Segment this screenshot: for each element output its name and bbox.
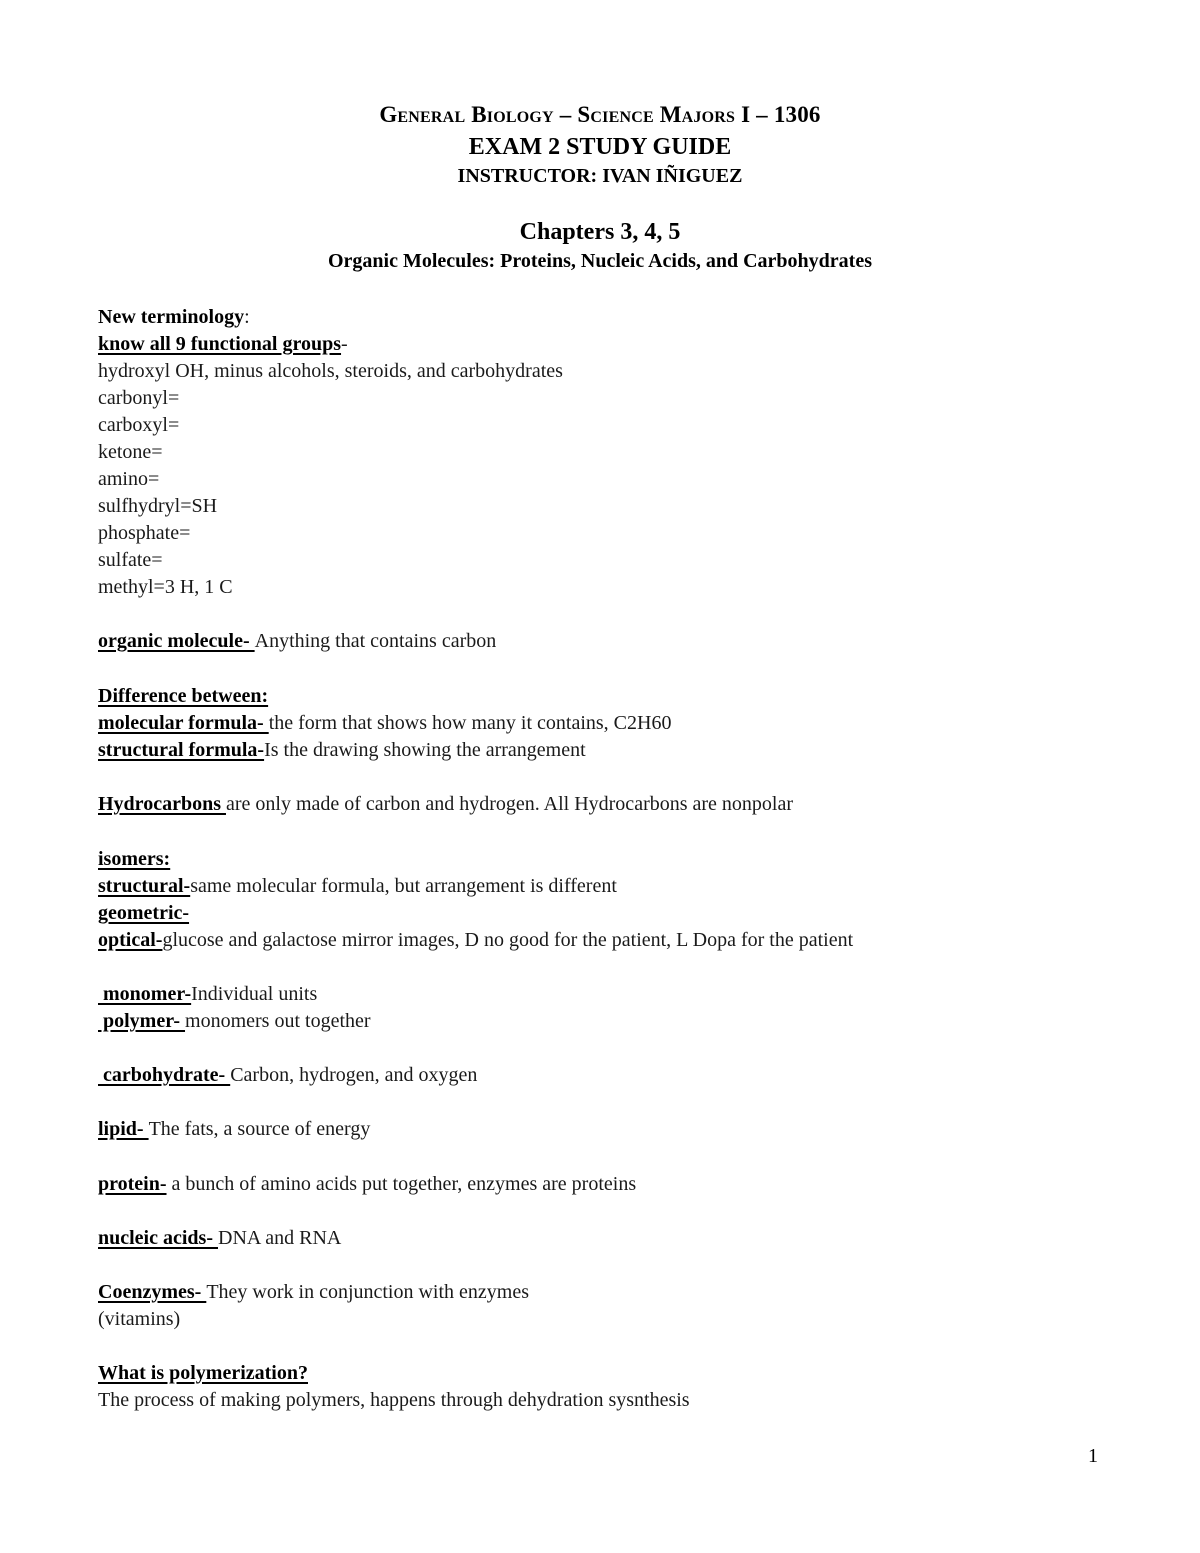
molecular-formula-def: the form that shows how many it contains, C2H60 (268, 712, 672, 734)
functional-groups-term: know all 9 functional groups (98, 333, 342, 355)
nucleic-acids-entry (98, 1226, 341, 1250)
functional-group-item: hydroxyl OH, minus alcohols, steroids, and carbohydrates (98, 360, 563, 382)
polymerization-answer: The process of making polymers, happens through dehydration sysnthesis (98, 1389, 690, 1411)
protein-def: a bunch of amino acids put together, enzymes are proteins (166, 1173, 637, 1195)
molecular-formula-term: molecular formula- (98, 712, 269, 734)
coenzymes-term: Coenzymes- (98, 1281, 207, 1303)
functional-group-item: methyl=3 H, 1 C (98, 576, 233, 598)
carbohydrate-def: Carbon, hydrogen, and oxygen (230, 1064, 478, 1086)
functional-groups-heading (98, 332, 348, 356)
functional-group-item: ketone= (98, 441, 163, 463)
organic-molecule-def: Anything that contains carbon (254, 630, 497, 652)
new-terminology-colon: : (244, 306, 250, 328)
geometric-isomer-entry (98, 901, 189, 925)
new-terminology-label: New terminology (98, 306, 245, 328)
nucleic-acids-term: nucleic acids- (98, 1227, 218, 1249)
course-title: General Biology – Science Majors I – 1306 (379, 102, 821, 127)
structural-formula-term: structural formula- (98, 739, 265, 761)
structural-formula-def: Is the drawing showing the arrangement (264, 739, 586, 761)
optical-isomer-entry (98, 928, 853, 952)
functional-group-item: sulfate= (98, 549, 163, 571)
difference-heading-text: Difference between: (98, 685, 269, 707)
structural-isomer-def: same molecular formula, but arrangement is different (190, 875, 617, 897)
monomer-def: Individual units (191, 983, 318, 1005)
isomers-heading (98, 847, 170, 871)
optical-isomer-term: optical- (98, 929, 163, 951)
carbohydrate-entry (98, 1063, 477, 1087)
lipid-term: lipid- (98, 1118, 149, 1140)
new-terminology-heading (98, 305, 250, 329)
hydrocarbons-def: are only made of carbon and hydrogen. All Hydrocarbons are nonpolar (225, 793, 794, 815)
functional-group-item: amino= (98, 468, 160, 490)
topic-subtitle: Organic Molecules: Proteins, Nucleic Acids, and Carbohydrates (327, 250, 873, 272)
functional-group-item: phosphate= (98, 522, 191, 544)
polymer-def: monomers out together (185, 1010, 371, 1032)
lipid-def: The fats, a source of energy (148, 1118, 371, 1140)
functional-group-item: carboxyl= (98, 414, 180, 436)
difference-heading (98, 684, 268, 708)
page-number: 1 (1088, 1445, 1098, 1467)
polymerization-question-text: What is polymerization? (98, 1362, 308, 1384)
monomer-term: monomer- (98, 983, 192, 1005)
chapters-heading: Chapters 3, 4, 5 (519, 219, 681, 245)
coenzymes-def: They work in conjunction with enzymes (206, 1281, 530, 1303)
instructor-line: INSTRUCTOR: IVAN IÑIGUEZ (457, 165, 743, 187)
coenzymes-entry (98, 1280, 529, 1304)
polymerization-question (98, 1361, 308, 1385)
structural-formula-entry (98, 738, 586, 762)
carbohydrate-term: carbohydrate- (98, 1064, 231, 1086)
monomer-entry (98, 982, 317, 1006)
structural-isomer-entry (98, 874, 617, 898)
geometric-isomer-term: geometric- (98, 902, 190, 924)
hydrocarbons-term: Hydrocarbons (98, 793, 226, 815)
functional-group-item: sulfhydryl=SH (98, 495, 218, 517)
nucleic-acids-def: DNA and RNA (218, 1227, 342, 1249)
organic-molecule-term: organic molecule- (98, 630, 255, 652)
polymer-entry (98, 1009, 371, 1033)
protein-entry (98, 1172, 636, 1196)
functional-group-item: carbonyl= (98, 387, 180, 409)
structural-isomer-term: structural- (98, 875, 191, 897)
coenzymes-note: (vitamins) (98, 1308, 181, 1330)
functional-groups-suffix: - (341, 333, 348, 355)
optical-isomer-def: glucose and galactose mirror images, D no good for the patient, L Dopa for the patient (162, 929, 854, 951)
hydrocarbons-entry (98, 792, 793, 816)
isomers-heading-text: isomers: (98, 848, 171, 870)
polymer-term: polymer- (98, 1010, 186, 1032)
exam-title: EXAM 2 STUDY GUIDE (468, 134, 732, 160)
molecular-formula-entry (98, 711, 671, 735)
protein-term: protein- (98, 1173, 167, 1195)
lipid-entry (98, 1117, 370, 1141)
organic-molecule-entry (98, 629, 496, 653)
